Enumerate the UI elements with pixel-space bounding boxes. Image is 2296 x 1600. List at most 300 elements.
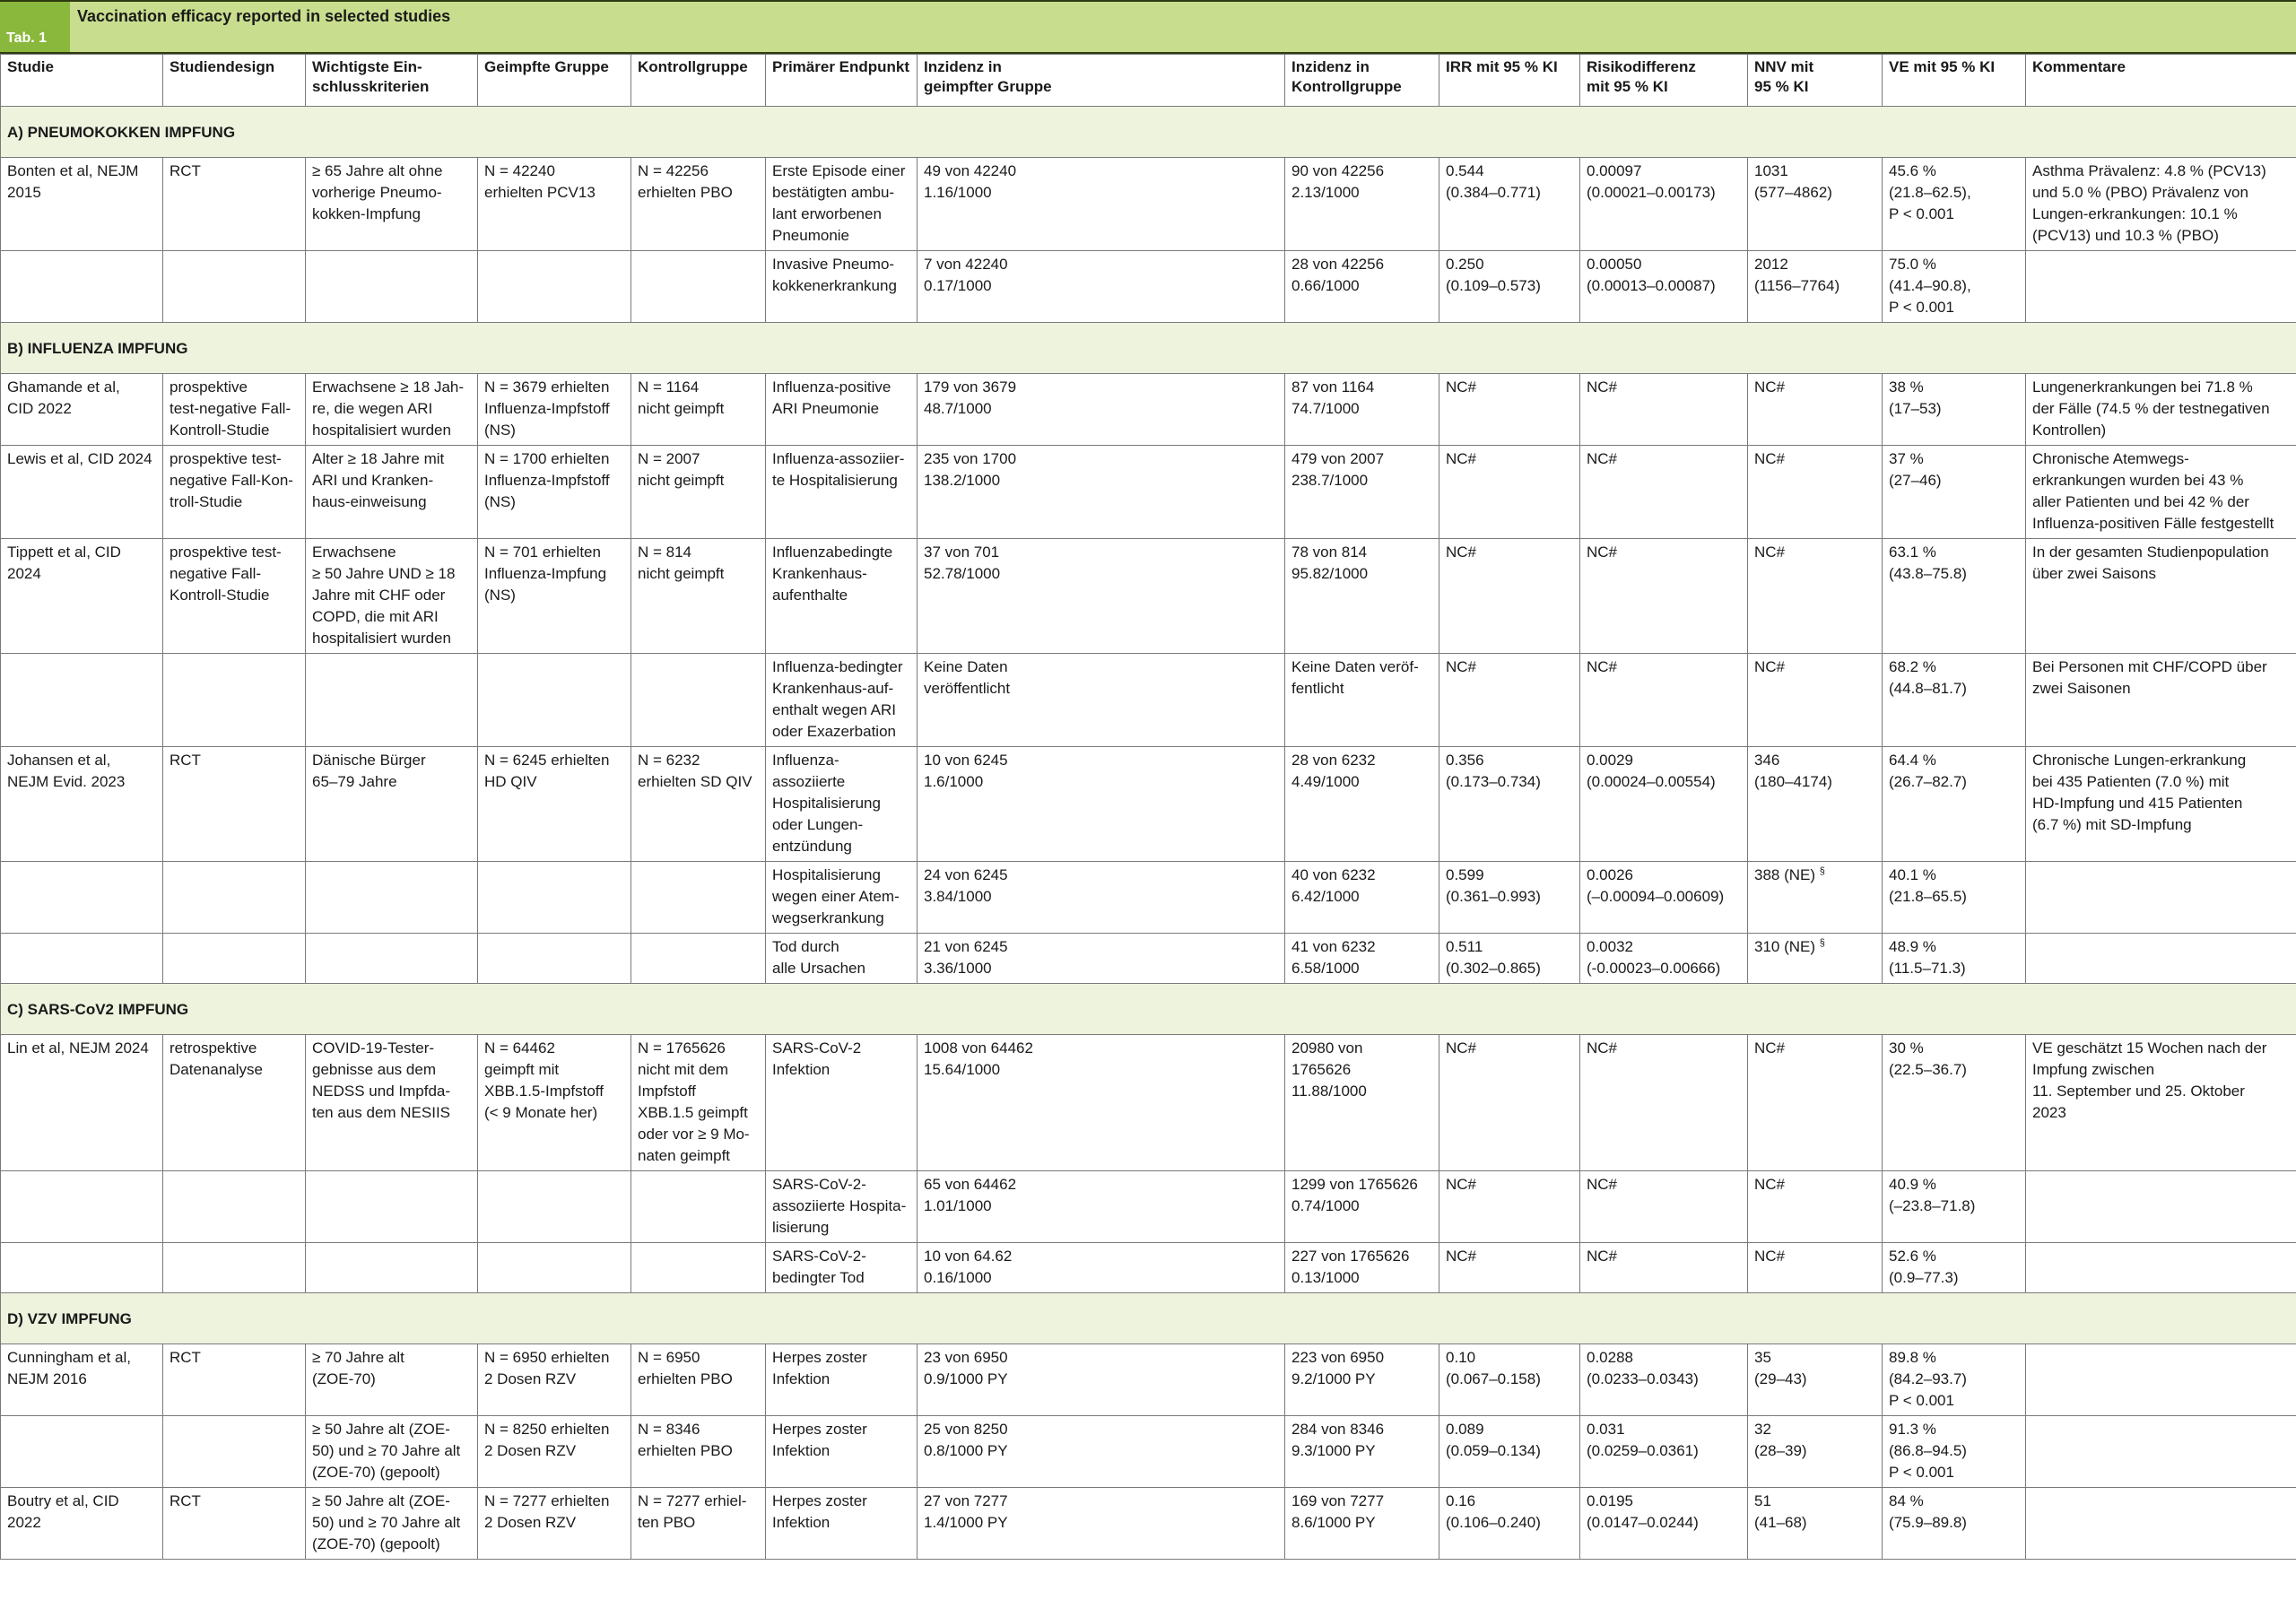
table-label: Tab. 1 (0, 2, 70, 52)
cell-text-line: NEDSS und Impfda- (312, 1083, 451, 1100)
cell-text-line: NC# (1446, 1248, 1477, 1265)
cell-text-line: 179 von 3679 (924, 378, 1017, 396)
column-header-studie (1, 55, 163, 107)
cell-text-line: (ZOE-70) (gepoolt) (312, 1464, 440, 1481)
cell-kommentare (2026, 374, 2296, 446)
cell-text-line: Krankenhaus- (772, 565, 867, 582)
cell-text-line: CID 2022 (7, 400, 72, 417)
cell-text-line: 0.0195 (1587, 1492, 1633, 1509)
cell-text-line: N = 2007 (638, 450, 700, 467)
cell-text-line: erhielten PCV13 (484, 184, 596, 201)
cell-inzidenz-geimpft (918, 158, 1285, 251)
cell-text-line: VE mit 95 % KI (1889, 58, 1996, 75)
cell-irr (1439, 158, 1580, 251)
cell-text-line: (NS) (484, 422, 516, 439)
cell-studiendesign (163, 539, 306, 654)
cell-kommentare (2026, 158, 2296, 251)
cell-nnv (1748, 1344, 1883, 1416)
cell-inzidenz-kontrolle (1285, 539, 1439, 654)
cell-text-line: NEJM Evid. 2023 (7, 773, 126, 790)
cell-text-line: negative Fall-Kon- (170, 472, 293, 489)
cell-text-line: 310 (NE) § (1754, 937, 1825, 955)
cell-irr (1439, 1488, 1580, 1560)
cell-risikodifferenz (1580, 1344, 1748, 1416)
cell-text-line: 95 % KI (1754, 78, 1809, 95)
cell-irr (1439, 539, 1580, 654)
cell-text-line: N = 701 erhielten (484, 543, 601, 561)
cell-text-line: 2012 (1754, 256, 1788, 273)
cell-kontrollgruppe (631, 862, 766, 934)
cell-text-line: (0.0147–0.0244) (1587, 1514, 1699, 1531)
cell-text-line: 45.6 % (1889, 162, 1936, 179)
cell-primaerer-endpunkt (766, 251, 918, 323)
cell-primaerer-endpunkt (766, 158, 918, 251)
cell-kontrollgruppe (631, 934, 766, 984)
cell-text-line: (17–53) (1889, 400, 1942, 417)
table-header-row (1, 55, 2296, 107)
cell-einschlusskriterien (306, 1344, 478, 1416)
cell-inzidenz-geimpft (918, 1344, 1285, 1416)
cell-kommentare (2026, 1488, 2296, 1560)
cell-inzidenz-kontrolle (1285, 251, 1439, 323)
cell-text-line: Alter ≥ 18 Jahre mit (312, 450, 445, 467)
cell-primaerer-endpunkt (766, 654, 918, 747)
cell-text-line: NC# (1587, 378, 1618, 396)
cell-studie (1, 1488, 163, 1560)
cell-studiendesign (163, 1344, 306, 1416)
cell-text-line: (< 9 Monate her) (484, 1104, 598, 1121)
cell-text-line: nicht geimpft (638, 565, 725, 582)
cell-text-line: fentlicht (1292, 680, 1344, 697)
cell-einschlusskriterien (306, 251, 478, 323)
cell-text-line: veröffentlicht (924, 680, 1011, 697)
cell-text-line: 0.00050 (1587, 256, 1642, 273)
cell-text-line: 2024 (7, 565, 41, 582)
cell-einschlusskriterien (306, 654, 478, 747)
cell-text-line: 40.1 % (1889, 866, 1936, 883)
cell-text-line: 1.4/1000 PY (924, 1514, 1008, 1531)
cell-text-line: (0.00021–0.00173) (1587, 184, 1716, 201)
cell-text-line: (6.7 %) mit SD-Impfung (2032, 816, 2192, 833)
cell-text-line: (41.4–90.8), (1889, 277, 1971, 294)
section-header-row (1, 984, 2296, 1035)
cell-inzidenz-geimpft (918, 446, 1285, 539)
cell-text-line: zwei Saisonen (2032, 680, 2131, 697)
cell-text-line: 35 (1754, 1349, 1771, 1366)
cell-text-line: Herpes zoster (772, 1421, 867, 1438)
cell-text-line: oder vor ≥ 9 Mo- (638, 1126, 750, 1143)
cell-kontrollgruppe (631, 446, 766, 539)
cell-text-line: Kontrollgruppe (1292, 78, 1402, 95)
cell-text-line: (84.2–93.7) (1889, 1370, 1967, 1387)
cell-text-line: 8.6/1000 PY (1292, 1514, 1376, 1531)
cell-ve (1883, 1171, 2026, 1243)
cell-text-line: (22.5–36.7) (1889, 1061, 1967, 1078)
cell-text-line: re, die wegen ARI (312, 400, 433, 417)
cell-geimpfte-gruppe (478, 374, 631, 446)
cell-ve (1883, 1416, 2026, 1488)
cell-primaerer-endpunkt (766, 1035, 918, 1171)
cell-text-line: (43.8–75.8) (1889, 565, 1967, 582)
footnote-mark: § (1819, 937, 1825, 949)
cell-text-line: 87 von 1164 (1292, 378, 1375, 396)
cell-text-line: hospitalisiert wurden (312, 422, 451, 439)
cell-text-line: Herpes zoster (772, 1349, 867, 1366)
cell-text-line: 24 von 6245 (924, 866, 1008, 883)
cell-text-line: 63.1 % (1889, 543, 1936, 561)
cell-text-line: N = 64462 (484, 1039, 555, 1057)
cell-text-line: kokken-Impfung (312, 205, 421, 222)
cell-text-line: Asthma Prävalenz: 4.8 % (PCV13) (2032, 162, 2266, 179)
table-row (1, 446, 2296, 539)
cell-kommentare (2026, 1416, 2296, 1488)
cell-kontrollgruppe (631, 747, 766, 862)
cell-text-line: P < 0.001 (1889, 1464, 1954, 1481)
cell-geimpfte-gruppe (478, 934, 631, 984)
cell-ve (1883, 654, 2026, 747)
cell-text-line: In der gesamten Studienpopulation (2032, 543, 2269, 561)
cell-primaerer-endpunkt (766, 747, 918, 862)
cell-text-line: Lungen-erkrankungen: 10.1 % (2032, 205, 2238, 222)
cell-text-line: 2 Dosen RZV (484, 1514, 577, 1531)
cell-studie (1, 446, 163, 539)
cell-text-line: N = 8346 (638, 1421, 700, 1438)
cell-text-line: 1.01/1000 (924, 1197, 992, 1214)
section-header-row (1, 107, 2296, 158)
cell-inzidenz-kontrolle (1285, 446, 1439, 539)
cell-text-line: 32 (1754, 1421, 1771, 1438)
cell-text-line: 52.78/1000 (924, 565, 1001, 582)
cell-text-line: NC# (1446, 1039, 1477, 1057)
cell-nnv (1748, 934, 1883, 984)
cell-text-line: Kontrollgruppe (638, 58, 748, 75)
table-row (1, 1171, 2296, 1243)
cell-text-line: HD QIV (484, 773, 537, 790)
cell-studiendesign (163, 1171, 306, 1243)
column-header-irr (1439, 55, 1580, 107)
cell-text-line: Kontrollen) (2032, 422, 2107, 439)
table-row (1, 934, 2296, 984)
cell-text-line: ≥ 70 Jahre alt (312, 1349, 404, 1366)
cell-text-line: (41–68) (1754, 1514, 1807, 1531)
cell-text-line: (0.109–0.573) (1446, 277, 1541, 294)
cell-text-line: 2.13/1000 (1292, 184, 1360, 201)
table-row (1, 374, 2296, 446)
cell-text-line: (0.302–0.865) (1446, 960, 1541, 977)
cell-text-line: 238.7/1000 (1292, 472, 1369, 489)
cell-text-line: 64.4 % (1889, 752, 1936, 769)
cell-text-line: ten PBO (638, 1514, 696, 1531)
cell-inzidenz-kontrolle (1285, 1243, 1439, 1293)
cell-kontrollgruppe (631, 1243, 766, 1293)
cell-text-line: 37 von 701 (924, 543, 1000, 561)
table-row (1, 251, 2296, 323)
cell-studie (1, 1035, 163, 1171)
cell-irr (1439, 1344, 1580, 1416)
cell-ve (1883, 1344, 2026, 1416)
section-header-row (1, 323, 2296, 374)
cell-nnv (1748, 747, 1883, 862)
cell-text-line: wegserkrankung (772, 909, 884, 926)
cell-text-line: (180–4174) (1754, 773, 1832, 790)
cell-geimpfte-gruppe (478, 158, 631, 251)
cell-text-line: 3.84/1000 (924, 888, 992, 905)
cell-inzidenz-geimpft (918, 1035, 1285, 1171)
cell-text-line: (0.00013–0.00087) (1587, 277, 1716, 294)
cell-text-line: nicht geimpft (638, 400, 725, 417)
cell-text-line: (-0.00023–0.00666) (1587, 960, 1721, 977)
table-body (1, 107, 2296, 1560)
cell-irr (1439, 654, 1580, 747)
cell-text-line: prospektive (170, 378, 248, 396)
cell-text-line: vorherige Pneumo- (312, 184, 442, 201)
cell-text-line: (0.059–0.134) (1446, 1442, 1541, 1459)
cell-studie (1, 1416, 163, 1488)
cell-studie (1, 158, 163, 251)
cell-text-line: N = 6950 (638, 1349, 700, 1366)
cell-ve (1883, 1488, 2026, 1560)
cell-text-line: Erwachsene ≥ 18 Jah- (312, 378, 465, 396)
cell-irr (1439, 934, 1580, 984)
cell-text-line: 51 (1754, 1492, 1771, 1509)
cell-text-line: (28–39) (1754, 1442, 1807, 1459)
cell-kontrollgruppe (631, 1416, 766, 1488)
cell-text-line: 9.3/1000 PY (1292, 1442, 1376, 1459)
cell-text-line: 1031 (1754, 162, 1788, 179)
cell-text-line: 0.0026 (1587, 866, 1633, 883)
cell-text-line: Keine Daten veröf- (1292, 658, 1419, 675)
cell-ve (1883, 158, 2026, 251)
cell-text-line: Tod durch (772, 938, 839, 955)
cell-text-line: 0.10 (1446, 1349, 1476, 1366)
cell-text-line: NC# (1754, 1176, 1786, 1193)
cell-text-line: Influenza-Impfstoff (484, 472, 610, 489)
cell-text-line: VE geschätzt 15 Wochen nach der (2032, 1039, 2267, 1057)
cell-irr (1439, 1035, 1580, 1171)
cell-text-line: 41 von 6232 (1292, 938, 1376, 955)
cell-text-line: 6.58/1000 (1292, 960, 1360, 977)
column-header-studiendesign (163, 55, 306, 107)
cell-studiendesign (163, 934, 306, 984)
cell-text-line: 37 % (1889, 450, 1924, 467)
cell-text-line: erhielten PBO (638, 1442, 733, 1459)
cell-text-line: (0.00024–0.00554) (1587, 773, 1716, 790)
cell-risikodifferenz (1580, 1416, 1748, 1488)
cell-text-line: IRR mit 95 % KI (1446, 58, 1558, 75)
cell-einschlusskriterien (306, 374, 478, 446)
cell-einschlusskriterien (306, 1488, 478, 1560)
cell-text-line: Inzidenz in (1292, 58, 1370, 75)
cell-text-line: 0.17/1000 (924, 277, 992, 294)
cell-text-line: nicht geimpft (638, 472, 725, 489)
cell-geimpfte-gruppe (478, 1243, 631, 1293)
column-header-inzidenz-kontrolle (1285, 55, 1439, 107)
cell-text-line: lisierung (772, 1219, 830, 1236)
cell-inzidenz-kontrolle (1285, 747, 1439, 862)
cell-kommentare (2026, 654, 2296, 747)
cell-geimpfte-gruppe (478, 1344, 631, 1416)
cell-text-line: Influenza-assoziierte (772, 752, 846, 790)
section-title: C) SARS-CoV2 IMPFUNG (1, 984, 2296, 1035)
cell-geimpfte-gruppe (478, 539, 631, 654)
cell-text-line: NEJM 2016 (7, 1370, 87, 1387)
cell-text-line: Influenzabedingte (772, 543, 893, 561)
cell-einschlusskriterien (306, 1243, 478, 1293)
cell-inzidenz-kontrolle (1285, 862, 1439, 934)
cell-inzidenz-geimpft (918, 934, 1285, 984)
cell-irr (1439, 747, 1580, 862)
cell-text-line: 40 von 6232 (1292, 866, 1376, 883)
cell-text-line: 0.16/1000 (924, 1269, 992, 1286)
cell-text-line: alle Ursachen (772, 960, 865, 977)
cell-primaerer-endpunkt (766, 1243, 918, 1293)
cell-text-line: 11.88/1000 (1292, 1083, 1367, 1100)
cell-text-line: (0.384–0.771) (1446, 184, 1541, 201)
cell-text-line: 479 von 2007 (1292, 450, 1385, 467)
cell-text-line: Primärer Endpunkt (772, 58, 910, 75)
cell-text-line: (PCV13) und 10.3 % (PBO) (2032, 227, 2219, 244)
cell-studiendesign (163, 1488, 306, 1560)
cell-text-line: 38 % (1889, 378, 1924, 396)
cell-text-line: ten aus dem NESIIS (312, 1104, 451, 1121)
cell-inzidenz-kontrolle (1285, 1344, 1439, 1416)
cell-text-line: 0.089 (1446, 1421, 1484, 1438)
cell-text-line: 0.13/1000 (1292, 1269, 1360, 1286)
cell-inzidenz-kontrolle (1285, 1035, 1439, 1171)
cell-text-line: 0.356 (1446, 752, 1484, 769)
cell-kontrollgruppe (631, 654, 766, 747)
cell-kontrollgruppe (631, 1035, 766, 1171)
cell-text-line: (27–46) (1889, 472, 1942, 489)
cell-text-line: P < 0.001 (1889, 299, 1954, 316)
column-header-risikodifferenz (1580, 55, 1748, 107)
cell-text-line: NC# (1754, 378, 1786, 396)
cell-text-line: retrospektive (170, 1039, 257, 1057)
cell-text-line: Kontroll-Studie (170, 587, 270, 604)
cell-text-line: N = 42256 (638, 162, 709, 179)
cell-kontrollgruppe (631, 374, 766, 446)
cell-text-line: 28 von 42256 (1292, 256, 1385, 273)
cell-text-line: N = 42240 (484, 162, 555, 179)
cell-text-line: (0.0259–0.0361) (1587, 1442, 1699, 1459)
cell-kommentare (2026, 1035, 2296, 1171)
cell-kontrollgruppe (631, 1344, 766, 1416)
cell-text-line: aller Patienten und bei 42 % der (2032, 493, 2249, 510)
cell-text-line: (0.106–0.240) (1446, 1514, 1541, 1531)
table-title: Vaccination efficacy reported in selected studies (77, 7, 451, 25)
cell-text-line: Infektion (772, 1442, 831, 1459)
cell-text-line: SARS-CoV-2 (772, 1039, 862, 1057)
cell-primaerer-endpunkt (766, 862, 918, 934)
cell-text-line: (21.8–62.5), (1889, 184, 1971, 201)
cell-text-line: 15.64/1000 (924, 1061, 1001, 1078)
cell-primaerer-endpunkt (766, 539, 918, 654)
cell-studie (1, 539, 163, 654)
cell-text-line: NC# (1754, 1248, 1786, 1265)
cell-text-line: Hospitalisierung (772, 795, 881, 812)
cell-text-line: bedingter Tod (772, 1269, 865, 1286)
table-row (1, 654, 2296, 747)
section-title: A) PNEUMOKOKKEN IMPFUNG (1, 107, 2296, 158)
cell-geimpfte-gruppe (478, 654, 631, 747)
cell-text-line: 6.42/1000 (1292, 888, 1360, 905)
cell-text-line: 23 von 6950 (924, 1349, 1008, 1366)
cell-text-line: haus-einweisung (312, 493, 427, 510)
cell-text-line: COVID-19-Tester- (312, 1039, 435, 1057)
cell-text-line: Geimpfte Gruppe (484, 58, 609, 75)
cell-einschlusskriterien (306, 539, 478, 654)
cell-text-line: prospektive test- (170, 543, 282, 561)
cell-risikodifferenz (1580, 1488, 1748, 1560)
cell-text-line: NC# (1754, 543, 1786, 561)
cell-risikodifferenz (1580, 1171, 1748, 1243)
cell-studie (1, 251, 163, 323)
cell-text-line: 90 von 42256 (1292, 162, 1385, 179)
cell-text-line: XBB.1.5-Impfstoff (484, 1083, 604, 1100)
table-row (1, 539, 2296, 654)
cell-studiendesign (163, 446, 306, 539)
cell-text-line: Influenza-Impfstoff (484, 400, 610, 417)
cell-kontrollgruppe (631, 1171, 766, 1243)
cell-text-line: N = 7277 erhiel- (638, 1492, 747, 1509)
cell-nnv (1748, 158, 1883, 251)
cell-text-line: 10 von 6245 (924, 752, 1008, 769)
cell-einschlusskriterien (306, 934, 478, 984)
cell-text-line: 91.3 % (1889, 1421, 1936, 1438)
cell-inzidenz-kontrolle (1285, 654, 1439, 747)
cell-studie (1, 1344, 163, 1416)
cell-text-line: 0.9/1000 PY (924, 1370, 1008, 1387)
cell-text-line: NC# (1446, 658, 1477, 675)
cell-inzidenz-kontrolle (1285, 374, 1439, 446)
cell-text-line: NC# (1587, 658, 1618, 675)
cell-text-line: COPD, die mit ARI (312, 608, 439, 625)
cell-ve (1883, 1035, 2026, 1171)
cell-text-line: Influenza-positive (772, 378, 891, 396)
cell-studiendesign (163, 1035, 306, 1171)
cell-text-line: geimpfter Gruppe (924, 78, 1052, 95)
cell-text-line: 2023 (2032, 1104, 2066, 1121)
cell-text-line: P < 0.001 (1889, 205, 1954, 222)
cell-text-line: 95.82/1000 (1292, 565, 1369, 582)
cell-primaerer-endpunkt (766, 1171, 918, 1243)
cell-text-line: NC# (1446, 1176, 1477, 1193)
cell-text-line: SARS-CoV-2- (772, 1248, 866, 1265)
cell-nnv (1748, 446, 1883, 539)
cell-text-line: 9.2/1000 PY (1292, 1370, 1376, 1387)
cell-text-line: Lewis et al, CID 2024 (7, 450, 152, 467)
cell-studie (1, 862, 163, 934)
cell-risikodifferenz (1580, 862, 1748, 934)
cell-text-line: (86.8–94.5) (1889, 1442, 1967, 1459)
cell-text-line: (ZOE-70) (gepoolt) (312, 1535, 440, 1552)
cell-text-line: (ZOE-70) (312, 1370, 376, 1387)
cell-text-line: 68.2 % (1889, 658, 1936, 675)
column-header-geimpfte-gruppe (478, 55, 631, 107)
cell-studiendesign (163, 1416, 306, 1488)
cell-text-line: erkrankungen wurden bei 43 % (2032, 472, 2244, 489)
cell-text-line: RCT (170, 162, 201, 179)
efficacy-table (0, 54, 2296, 1560)
cell-nnv (1748, 539, 1883, 654)
cell-risikodifferenz (1580, 1035, 1748, 1171)
cell-text-line: NC# (1446, 450, 1477, 467)
cell-text-line: 0.250 (1446, 256, 1484, 273)
cell-text-line: 65 von 64462 (924, 1176, 1017, 1193)
cell-einschlusskriterien (306, 1035, 478, 1171)
cell-nnv (1748, 862, 1883, 934)
cell-inzidenz-geimpft (918, 1171, 1285, 1243)
